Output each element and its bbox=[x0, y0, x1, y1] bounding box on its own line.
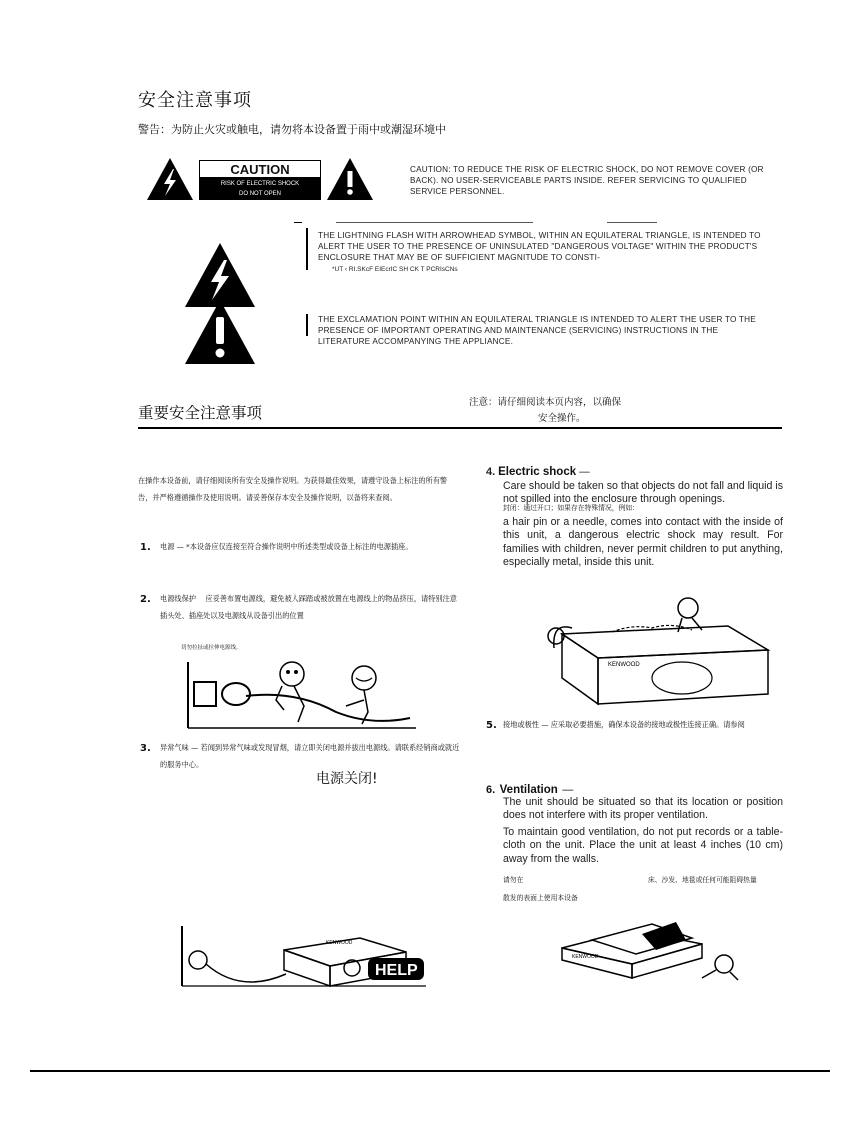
item-6-text1: The unit should be situated so that its location or position does not interfere with its proper ventilation. bbox=[503, 796, 783, 822]
caution-label bbox=[199, 160, 321, 200]
item-6-cn-b: 床、沙发、地毯或任何可能阻碍热量 bbox=[648, 876, 757, 884]
exclamation-text: THE EXCLAMATION POINT WITHIN AN EQUILATERAL TRIANGLE IS INTENDED TO ALERT THE USER TO THE PRESENCE OF IMPORTANT OPERATING AND MAINTENANCE (SERVICING) INSTRUCTIONS IN THE LITERATURE ACCOMPANYING THE APPLIANCE. bbox=[318, 315, 756, 346]
pulling-cord-illustration bbox=[186, 660, 418, 730]
warning-text: 警告：为防止火灾或触电，请勿将本设备置于雨中或潮湿环境中 bbox=[138, 123, 446, 136]
unit-liquid-illustration bbox=[532, 596, 784, 708]
note-line2: 安全操作。 bbox=[538, 413, 586, 424]
item-2: 2. 电源线保护 应妥善布置电源线，避免被人踩踏或被放置在电源线上的物品挤压，请特别注意插头处、插座处以及电源线从设备引出的位置 bbox=[140, 594, 457, 620]
item-6-text2: To maintain good ventilation, do not put records or a table-cloth on the unit. Place the unit at least 4 inches (10 cm) away from the walls. bbox=[503, 826, 783, 865]
section-title: 重要安全注意事项 bbox=[138, 404, 263, 422]
caution-label-title: CAUTION bbox=[199, 160, 321, 178]
item-6-head: 6. Ventilation — bbox=[486, 784, 574, 796]
caution-text: CAUTION: TO REDUCE THE RISK OF ELECTRIC SHOCK, DO NOT REMOVE COVER (OR BACK). NO USER-SERVICEABLE PARTS INSIDE. REFER SERVICING TO QUALIFIED SERVICE PERSONNEL. bbox=[410, 165, 764, 196]
item-5: 5. 接地或极性 — 应采取必要措施，确保本设备的接地或极性连接正确。请参阅 bbox=[486, 720, 745, 731]
item-4-text1: Care should be taken so that objects do not fall and liquid is not spilled into the enclosure through openings. bbox=[503, 480, 783, 506]
exclamation-symbol-large-icon bbox=[184, 299, 256, 365]
power-off-label: 电源关闭! bbox=[316, 771, 378, 787]
svg-text:HELP: HELP bbox=[375, 962, 418, 979]
section-rule bbox=[138, 427, 782, 429]
item-4: 4. Electric shock — bbox=[486, 466, 590, 478]
item-6-cn-c: 散发的表面上使用本设备 bbox=[503, 894, 578, 902]
exclamation-warning-icon bbox=[326, 157, 374, 201]
intro-text: 在操作本设备前，请仔细阅读所有安全及操作说明。为获得最佳效果，请遵守设备上标注的所有警告，并严格遵循操作及使用说明。请妥善保存本安全及操作说明，以备将来查阅。 bbox=[138, 476, 448, 502]
records-on-unit-illustration bbox=[552, 920, 742, 982]
item-4-cn-note: 封闭：通过开口；如果存在特殊情况，例如： bbox=[503, 504, 639, 512]
note-line1: 注意：请仔细阅读本页内容，以确保 bbox=[469, 397, 622, 408]
help-illustration bbox=[180, 924, 428, 988]
caution-label-line2: DO NOT OPEN bbox=[239, 191, 281, 197]
svg-text:KENWOOD: KENWOOD bbox=[326, 940, 353, 946]
item-4-text2: a hair pin or a needle, comes into contact with the inside of this unit, a dangerous electric shock may result. For families with children, never permit children to put anything, especially metal, inside this unit. bbox=[503, 516, 783, 569]
lightning-text-cont: *UT ‹ RI.SKcF EIEcrIC SH CK T PCRIsCNs bbox=[332, 266, 458, 273]
cord-caption: 切勿拉扯或拉伸电源线。 bbox=[181, 645, 242, 651]
item-1: 1. 电源 — *本设备应仅连接至符合操作说明中所述类型或设备上标注的电源插座。 bbox=[140, 542, 413, 553]
item-3: 3. 异常气味 — 若闻到异常气味或发现冒烟，请立即关闭电源并拔出电源线。请联系经销商或就近的服务中心。 bbox=[140, 743, 460, 769]
caution-label-line1: RISK OF ELECTRIC SHOCK bbox=[220, 181, 300, 187]
lightning-text: THE LIGHTNING FLASH WITH ARROWHEAD SYMBOL, WITHIN AN EQUILATERAL TRIANGLE, IS INTENDED TO ALERT THE USER TO THE PRESENCE OF UNINSULATED "DANGEROUS VOLTAGE" WITHIN THE PRODUCT'S ENCLOSURE THAT MAY BE OF SUFFICIENT MAGNITUDE TO CONSTI- bbox=[318, 231, 761, 262]
svg-text:KENWOOD: KENWOOD bbox=[608, 662, 640, 668]
lightning-warning-icon bbox=[146, 157, 194, 201]
item-6-cn-a: 请勿在 bbox=[503, 876, 524, 884]
page-title: 安全注意事项 bbox=[138, 90, 252, 111]
svg-text:KENWOOD: KENWOOD bbox=[572, 954, 599, 960]
footer-rule bbox=[30, 1070, 830, 1072]
